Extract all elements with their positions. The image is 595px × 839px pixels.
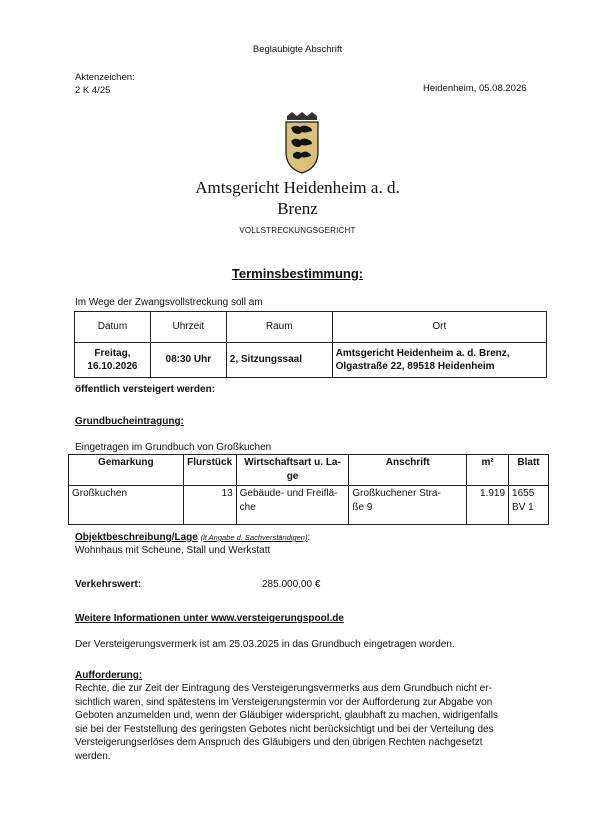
page-title: Terminsbestimmung: — [231, 266, 364, 281]
termin-header-ort: Ort — [332, 312, 546, 343]
document-type: Beglaubigte Abschrift — [252, 44, 343, 55]
termin-uhrzeit: 08:30 Uhr — [150, 343, 226, 378]
vermerk-text: Der Versteigerungsvermerk ist am 25.03.2025 in das Grundbuch eingetragen worden. — [75, 639, 455, 650]
court-name-line1: Amtsgericht Heidenheim a. d. — [195, 178, 400, 197]
versteigert-text: öffentlich versteigert werden: — [75, 384, 216, 395]
objekt-note: (lt Angabe d. Sachverständigen) — [200, 533, 308, 542]
intro-text: Im Wege der Zwangsvollstreckung soll am — [75, 297, 263, 308]
objekt-heading-line — [75, 531, 310, 545]
gb-header-m2: m² — [467, 455, 509, 486]
gb-header-wirtschaftsart-line1: Wirtschaftsart u. La- — [244, 457, 341, 468]
termin-table-row — [75, 343, 547, 378]
objekt-heading: Objektbeschreibung/Lage — [75, 532, 198, 543]
termin-ort-cell — [332, 343, 546, 378]
place-date: Heidenheim, 05.08.2026 — [423, 83, 527, 94]
gb-wirtschaftsart — [236, 486, 349, 525]
grundbuch-heading: Grundbucheintragung: — [75, 416, 184, 427]
aufforderung-line: werden. — [75, 750, 111, 762]
aufforderung-line: sie bei der Feststellung des geringsten Gebotes nicht berücksichtigt und bei der Verteilung des — [75, 723, 494, 735]
termin-ort-line2: Olgastraße 22, 89518 Heidenheim — [335, 361, 495, 372]
grundbuch-table — [68, 454, 549, 525]
termin-raum: 2, Sitzungssaal — [226, 343, 332, 378]
aufforderung-line: Rechte, die zur Zeit der Eintragung des Versteigerungsvermerks aus dem Grundbuch nicht er- — [75, 683, 492, 694]
court-name-line2: Brenz — [277, 199, 318, 219]
termin-table-header-row — [75, 312, 547, 343]
court-subtitle: VOLLSTRECKUNGSGERICHT — [239, 226, 356, 235]
aufforderung-line: Geboten anzumelden und, wenn der Gläubiger widerspricht, glaubhaft zu machen, widrigenfalls — [75, 710, 499, 721]
gb-blatt-line2: BV 1 — [512, 501, 534, 513]
gb-header-gemarkung: Gemarkung — [69, 455, 184, 486]
gb-anschrift — [349, 486, 467, 525]
aufforderung-text — [75, 682, 523, 763]
court-name — [0, 177, 595, 220]
gb-m2: 1.919 — [467, 486, 509, 525]
aktenzeichen-block — [75, 72, 135, 98]
termin-header-raum: Raum — [226, 312, 332, 343]
termin-weekday: Freitag, — [94, 347, 131, 359]
gb-blatt — [509, 486, 549, 525]
gb-flurstueck: 13 — [183, 486, 236, 525]
coat-of-arms-icon — [281, 112, 323, 174]
gb-header-anschrift: Anschrift — [349, 455, 467, 486]
gb-anschrift-line1: Großkuchener Stra- — [352, 488, 441, 499]
verkehrswert-value: 285.000,00 € — [262, 579, 321, 590]
gb-header-flurstueck: Flurstück — [183, 455, 236, 486]
gb-anschrift-line2: ße 9 — [352, 501, 373, 513]
grundbuch-intro: Eingetragen im Grundbuch von Großkuchen — [75, 442, 272, 453]
aufforderung-line: sichtlich waren, sind spätestens im Versteigerungstermin vor der Aufforderung zur Abgabe von — [75, 696, 493, 708]
gb-header-wirtschaftsart — [236, 455, 349, 486]
objekt-colon: : — [307, 532, 311, 543]
verkehrswert-label: Verkehrswert: — [75, 579, 142, 590]
gb-header-wirtschaftsart-line2: ge — [286, 470, 299, 482]
aktenzeichen-label: Aktenzeichen: — [75, 72, 135, 83]
termin-table — [74, 311, 547, 378]
termin-header-uhrzeit: Uhrzeit — [150, 312, 226, 343]
termin-header-datum: Datum — [75, 312, 151, 343]
aufforderung-line: Versteigerungserlöses dem Anspruch des Gläubigers und den übrigen Rechten nachgesetzt — [75, 737, 483, 748]
termin-date: 16.10.2026 — [87, 361, 138, 372]
aufforderung-heading: Aufforderung: — [75, 670, 143, 681]
info-link[interactable]: Weitere Informationen unter www.versteigerungspool.de — [75, 613, 344, 624]
objekt-description: Wohnhaus mit Scheune, Stall und Werkstatt — [75, 545, 271, 556]
gb-wirtschaftsart-line2: che — [239, 501, 256, 513]
aktenzeichen-value: 2 K 4/25 — [75, 84, 111, 96]
grundbuch-header-row — [69, 455, 549, 486]
termin-datum-cell — [75, 343, 151, 378]
gb-header-blatt: Blatt — [509, 455, 549, 486]
gb-wirtschaftsart-line1: Gebäude- und Freiflä- — [239, 488, 338, 499]
table-row — [69, 486, 549, 525]
gb-gemarkung: Großkuchen — [69, 486, 184, 525]
gb-blatt-line1: 1655 — [512, 488, 535, 499]
termin-ort-line1: Amtsgericht Heidenheim a. d. Brenz, — [335, 347, 510, 359]
